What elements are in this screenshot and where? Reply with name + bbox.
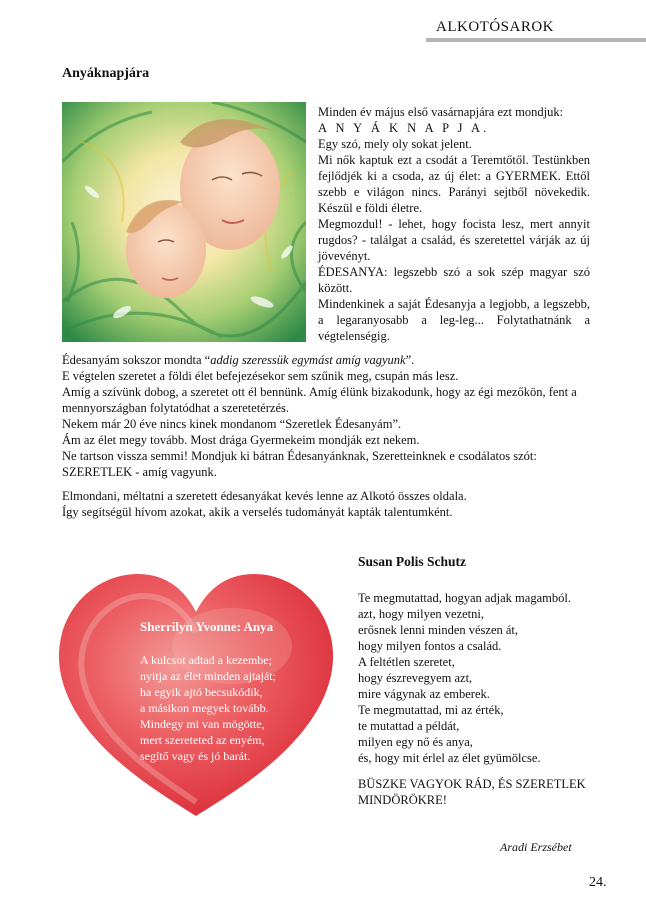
article-title: Anyáknapjára [62, 66, 150, 81]
body-paragraph: Amíg a szívünk dobog, a szeretet ott él bennünk. Amíg élünk bizakodunk, hogy az égi mezőkön, fent a mennyországban folytatódhat a szeretetérzés. [62, 385, 577, 415]
heart-poem-title: Sherrilyn Yvonne: Anya [140, 619, 274, 634]
quote-line [62, 352, 592, 368]
section-header [426, 18, 646, 42]
body-paragraph: Ám az élet megy tovább. Most drága Gyermekeim mondják ezt nekem. [62, 433, 420, 447]
intro-paragraph: Mi nők kaptuk ezt a csodát a Teremtőtől. Testünkben fejlődjék ki a csoda, az új élet: a GYERMEK. Ettől szebb e világon nincs. Parányi sejtből növekedik. Készül e földi életre. [318, 153, 590, 215]
quote-suffix: ”. [405, 353, 415, 367]
intro-line: Egy szó, mely oly sokat jelent. [318, 137, 472, 151]
intro-text [318, 104, 590, 344]
poem-line: hogy milyen fontos a család. [358, 639, 502, 653]
heart-poem-lines [140, 652, 276, 764]
outro-line: Elmondani, méltatni a szeretett édesanyákat kevés lenne az Alkotó összes oldala. [62, 489, 467, 503]
intro-paragraph: ÉDESANYA: legszebb szó a sok szép magyar szó között. [318, 265, 590, 295]
mother-child-painting [62, 102, 306, 342]
quote-text: addig szeressük egymást amíg vagyunk [210, 353, 406, 367]
poem-line: segítő vagy és jó barát. [140, 749, 251, 763]
heart-poem-box [52, 566, 340, 818]
poem-line: Te megmutattad, mi az érték, [358, 703, 504, 717]
section-label: ALKOTÓSAROK [436, 19, 554, 35]
poem-line: a másikon megyek tovább. [140, 701, 269, 715]
poem-line: erősnek lenni minden vészen át, [358, 623, 519, 637]
poem-closing [358, 776, 586, 808]
page-number: 24. [589, 875, 607, 890]
poem-line: milyen egy nő és anya, [358, 735, 473, 749]
author-signature: Aradi Erzsébet [500, 840, 572, 854]
poem-author: Susan Polis Schutz [358, 554, 467, 569]
body-paragraph: Nekem már 20 éve nincs kinek mondanom “Szeretlek Édesanyám”. [62, 417, 402, 431]
poem-line: A kulcsot adtad a kezembe; [140, 653, 272, 667]
poem-lines [358, 590, 571, 766]
poem-line: mert szereteted az enyém, [140, 733, 265, 747]
poem-line: és, hogy mit érlel az élet gyümölcse. [358, 751, 541, 765]
poem-line: mire vágynak az emberek. [358, 687, 490, 701]
poem-line: A feltétlen szeretet, [358, 655, 455, 669]
body-text [62, 352, 592, 480]
body-paragraph: Ne tartson vissza semmi! Mondjuk ki bátran Édesanyánknak, Szeretteinknek e csodálatos szót: SZERETLEK - amíg vagyunk. [62, 449, 537, 479]
poem-line: azt, hogy milyen vezetni, [358, 607, 485, 621]
poem-line: Mindegy mi van mögötte, [140, 717, 265, 731]
outro-text [62, 488, 592, 520]
body-paragraph: E végtelen szeretet a földi élet befejezésekor sem szűnik meg, csupán más lesz. [62, 369, 459, 383]
painting-svg [62, 102, 306, 342]
poem-line: te mutattad a példát, [358, 719, 460, 733]
poem-line: ha egyik ajtó becsukódik, [140, 685, 263, 699]
intro-paragraph: Mindenkinek a saját Édesanyja a legjobb, a legszebb, a legaranyosabb a leg-leg... Folytathatnánk a végtelenségig. [318, 297, 590, 343]
intro-line: Minden év május első vasárnapjára ezt mondjuk: [318, 105, 564, 119]
outro-line: Így segítségül hívom azokat, akik a verselés tudományát kapták talentumként. [62, 505, 453, 519]
poem-line: hogy észrevegyem azt, [358, 671, 473, 685]
poem-line: nyitja az élet minden ajtaját; [140, 669, 276, 683]
intro-paragraph: Megmozdul! - lehet, hogy focista lesz, mert annyit rugdos? - találgat a család, és szeretettel várják az új jövevényt. [318, 217, 590, 263]
quote-prefix: Édesanyám sokszor mondta “ [62, 353, 211, 367]
intro-anyaknapja: A N Y Á K N A P J A. [318, 121, 490, 135]
header-rule [426, 38, 646, 42]
poem-closing-line: MINDÖRÖKRE! [358, 793, 447, 807]
poem-closing-line: BÜSZKE VAGYOK RÁD, ÉS SZERETLEK [358, 777, 586, 791]
poem-line: Te megmutattad, hogyan adjak magamból. [358, 591, 571, 605]
